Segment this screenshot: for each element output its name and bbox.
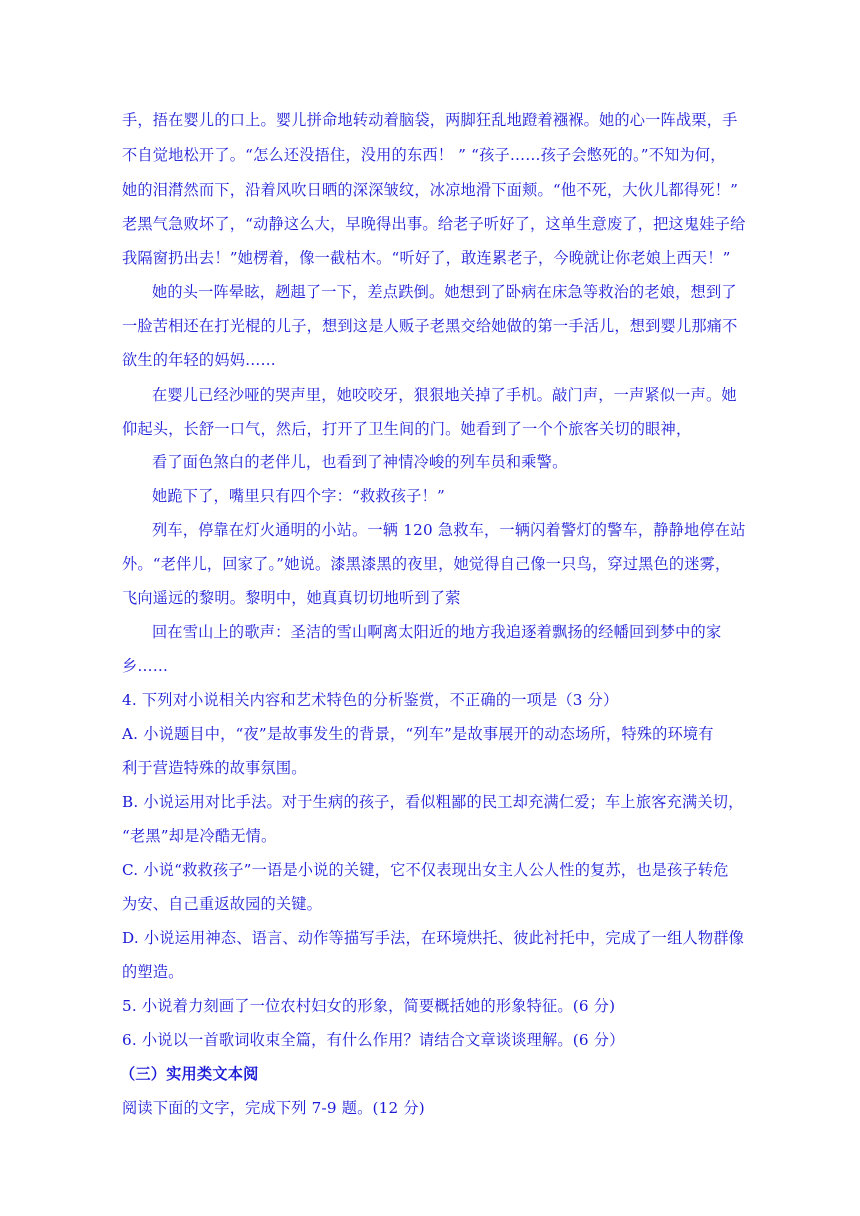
- text-line: 回在雪山上的歌声：圣洁的雪山啊离太阳近的地方我追逐着飘扬的经幡回到梦中的家: [152, 623, 722, 641]
- question-5: 5. 小说着力刻画了一位农村妇女的形象，简要概括她的形象特征。(6 分): [122, 997, 616, 1015]
- option-c-cont: 为安、自己重返故园的关键。: [122, 895, 323, 913]
- option-a: A. 小说题目中，“夜”是故事发生的背景，“列车”是故事展开的动态场所，特殊的环境有: [122, 725, 714, 743]
- text-line: 乡……: [122, 657, 169, 675]
- question-4: 4. 下列对小说相关内容和艺术特色的分析鉴赏，不正确的一项是（3 分）: [122, 691, 619, 709]
- text-line: 不自觉地松开了。“怎么还没捂住，没用的东西！ ” “孩子……孩子会憋死的。”不知为何，: [122, 146, 726, 164]
- option-a-cont: 利于营造特殊的故事氛围。: [122, 759, 307, 777]
- text-line: 我隔窗扔出去！”她楞着，像一截枯木。“听好了，敢连累老子，今晚就让你老娘上西天！”: [122, 249, 731, 267]
- option-d-cont: 的塑造。: [122, 963, 184, 981]
- text-line: 欲生的年轻的妈妈……: [122, 351, 276, 369]
- text-line: 她的泪潸然而下，沿着风吹日晒的深深皱纹，冰凉地滑下面颊。“他不死，大伙儿都得死！”: [122, 181, 739, 199]
- text-line: 列车，停靠在灯火通明的小站。一辆 120 急救车，一辆闪着警灯的警车，静静地停在站: [152, 521, 746, 539]
- section-instruction: 阅读下面的文字，完成下列 7-9 题。(12 分): [122, 1099, 425, 1117]
- text-line: 手，捂在婴儿的口上。婴儿拼命地转动着脑袋，两脚狂乱地蹬着襁褓。她的心一阵战栗，手: [122, 111, 738, 129]
- section-heading: （三）实用类文本阅: [120, 1065, 259, 1083]
- text-line: 她跪下了，嘴里只有四个字：“救救孩子！”: [152, 487, 445, 505]
- text-line: 在婴儿已经沙哑的哭声里，她咬咬牙，狠狠地关掉了手机。敲门声，一声紧似一声。她: [152, 386, 737, 404]
- option-b-cont: “老黑”却是冷酷无情。: [122, 827, 277, 845]
- text-line: 老黑气急败坏了，“动静这么大，早晚得出事。给老子听好了，这单生意废了，把这鬼娃子给: [122, 215, 746, 233]
- text-line: 外。“老伴儿，回家了。”她说。漆黑漆黑的夜里，她觉得自己像一只鸟，穿过黑色的迷雾，: [122, 555, 731, 573]
- option-c: C. 小说“救救孩子”一语是小说的关键，它不仅表现出女主人公人性的复苏，也是孩子转危: [122, 861, 729, 879]
- text-line: 仰起头，长舒一口气，然后，打开了卫生间的门。她看到了一个个旅客关切的眼神，: [122, 420, 692, 438]
- text-line: 飞向遥远的黎明。黎明中，她真真切切地听到了萦: [122, 589, 461, 607]
- option-d: D. 小说运用神态、语言、动作等描写手法，在环境烘托、彼此衬托中，完成了一组人物群像: [122, 929, 745, 947]
- option-b: B. 小说运用对比手法。对于生病的孩子，看似粗鄙的民工却充满仁爱；车上旅客充满关切，: [122, 793, 744, 811]
- text-line: 一脸苦相还在打光棍的儿子，想到这是人贩子老黑交给她做的第一手活儿，想到婴儿那痛不: [122, 317, 738, 335]
- text-line: 看了面色煞白的老伴儿，也看到了神情冷峻的列车员和乘警。: [152, 453, 568, 471]
- text-line: 她的头一阵晕眩，趔趄了一下，差点跌倒。她想到了卧病在床急等救治的老娘，想到了: [152, 283, 737, 301]
- question-6: 6. 小说以一首歌词收束全篇，有什么作用？请结合文章谈谈理解。(6 分）: [122, 1031, 625, 1049]
